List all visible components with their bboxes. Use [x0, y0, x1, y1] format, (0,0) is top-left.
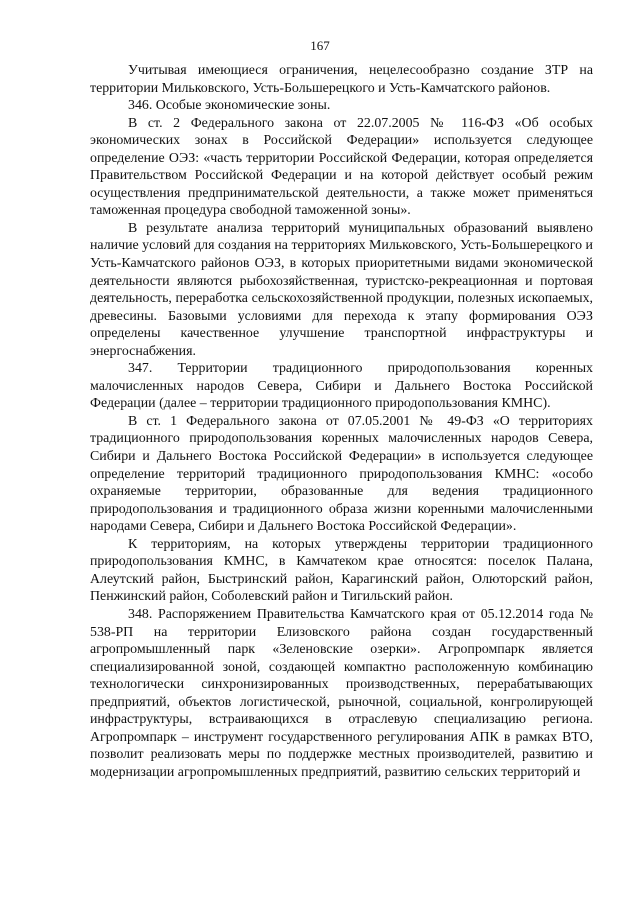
- paragraph-oez-definition: В ст. 2 Федерального закона от 22.07.2005 № 116-ФЗ «Об особых экономических зонах в Российской Федерации» используется следующее определение ОЭЗ: «часть территории Российской Федерации, которая определяется Правительством Российской Федерации и на которой действует особый режим осуществления предпринимательской деятельности, а также может применяться таможенная процедура свободной таможенной зоны».: [90, 115, 593, 219]
- section-heading-346: 346. Особые экономические зоны.: [128, 98, 331, 114]
- paragraph-kmns-definition: В ст. 1 Федерального закона от 07.05.2001 № 49-ФЗ «О территориях традиционного природопользования коренных малочисленных народов Севера, Сибири и Дальнего Востока Российской Федерации» в используется следующее определение территорий традиционного природопользования КМНС: «особо охраняемые территории, образованные для ведения традиционного природопользования и традиционного образа жизни коренными малочисленными народами Севера, Сибири и Дальнего Востока Российской Федерации».: [90, 413, 593, 535]
- section-heading-347: 347. Территории традиционного природопользования коренных малочисленных народов Севера, Сибири и Дальнего Востока Российской Федерации (далее – территории традиционного природопользования КМНС).: [90, 361, 593, 412]
- page-number: 167: [310, 38, 330, 53]
- paragraph-ztr-conclusion: Учитывая имеющиеся ограничения, нецелесообразно создание ЗТР на территории Мильковского, Усть-Большерецкого и Усть-Камчатского районов.: [90, 63, 593, 96]
- paragraph-kmns-territories: К территориям, на которых утверждены территории традиционного природопользования КМНС, в Камчатеком крае относятся: поселок Палана, Алеутский район, Быстринский район, Карагинский район, Олюторский район, Пенжинский район, Соболевский район и Тигильский район.: [90, 536, 593, 605]
- document-body: [90, 62, 593, 781]
- section-348-agropark: 348. Распоряжением Правительства Камчатского края от 05.12.2014 года № 538-РП на территории Елизовского района создан государственный агропромышленный парк «Зеленовские озерки». Агропромпарк является специализированной зоной, создающей компактно расположенную комбинацию технологически синхронизированных производственных, перерабатывающих предприятий, объектов логистической, рыночной, социальной, конгролирующей инфраструктуры, встраивающихся в отраслевую специализацию региона. Агропромпарк – инструмент государственного регулирования АПК в рамках ВТО, позволит реализовать меры по поддержке местных производителей, развитию и модернизации агропромышленных предприятий, развитию сельских территорий и: [90, 606, 593, 780]
- paragraph-oez-analysis: В результате анализа территорий муниципальных образований выявлено наличие условий для создания на территориях Мильковского, Усть-Большерецкого и Усть-Камчатского районов ОЭЗ, в которых приоритетными видами экономической деятельности являются рыбохозяйственная, туристско-рекреационная и портовая деятельность, переработка сельскохозяйственной продукции, полезных ископаемых, древесины. Базовыми условиями для перехода к этапу формирования ОЭЗ определены качественное улучшение транспортной инфраструктуры и энергоснабжения.: [90, 220, 593, 359]
